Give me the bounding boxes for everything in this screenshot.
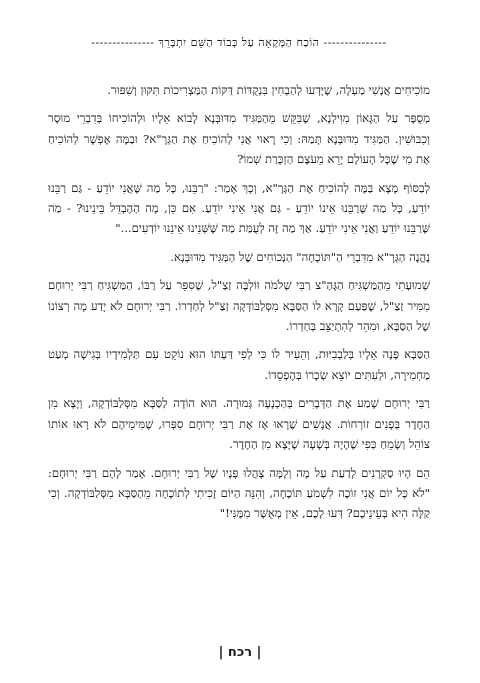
paragraph: רַבִּי יְרוּחָם שָׁמַע אֶת הַדְּבָרִים בְּהַכְנָעָה גְּמוּרָה. הוּא הוֹדָה לַסַּבָּא מִסְּלַבּוֹדְקָה, וְיָצָא מִן הַחֶדֶר בְּפָנִים זוֹרְחוֹת. אֲנָשִׁים שֶׁרָאוּ אָז אֶת רַבִּי יְרוּחָם סִפְּרוּ, שֶׁמִּימֵיהֶם לֹא רָאוּ אוֹתוֹ צוֹהֵל וְשָׂמֵחַ כְּפִי שֶׁהָיָה בְּשָׁעָה שֶׁיָּצָא מִן הַחֶדֶר. bbox=[48, 396, 430, 452]
page-number: | רכח | bbox=[218, 645, 262, 660]
running-header: --------------- הוֹכַח הַמְּקָאָה עַל כְּבוֹד הַשֵּׁם יִתְבָּרֵךְ --------------- bbox=[91, 36, 387, 49]
paragraph: מְסֻפָּר עַל הַגָּאוֹן מִוִּילְנָא, שֶׁבִּקֵּשׁ מֵהַמַּגִּיד מִדּוּבְּנָא לָבוֹא אֵלָיו וּלְהוֹכִיחוֹ בְּדִבְרֵי מוּסָר וְכִבּוּשִׁין. הַמַּגִּיד מִדּוּבְּנָא תָּמַהּ: וְכִי רָאוּי אֲנִי לְהוֹכִיחַ אֶת הַגְּרָ"א? וּבַמֶּה אֶפְשָׁר לְהוֹכִיחַ אֶת מִי שֶׁכָּל הָעוֹלָם יָרֵא מֵעֹצֶם הַזְכָּרַת שְׁמוֹ? bbox=[48, 111, 430, 167]
paragraph: שְׁמוּעָתִי מֵהַמַּשְׁגִּיחַ הַגָּהַ"צ רַבִּי שְׁלֹמֹה וּוֹלְבֶּה זַצַ"ל, שֶׁסִּפֵּר עַל רַבּוֹ, הַמַּשְׁגִּיחַ רַבִּי יְרוּחָם מִמִּיר זַצַ"ל, שֶׁפַּעַם קָרָא לוֹ הַסַּבָּא מִסְּלַבּוֹדְקָה זַצַ"ל לְחַדְרוֹ. רַבִּי יְרוּחָם לֹא יָדַע מָה רְצוֹנוֹ שֶׁל הַסַּבָּא, וּמִהֵר לְהִתְיַצֵּב בְּחַדְרוֹ. bbox=[48, 278, 430, 334]
paragraph: מוֹכִיחִים אֲנָשִׁי מַעְלָה, שֶׁיָּדְעוּ לְהַבְחִין בִּנְקֻדּוֹת דַּקּוֹת הַמַּצְרִיכוֹת תִּקּוּן וְשִׁפּוּר. bbox=[107, 83, 430, 97]
paragraph: הַסַּבָּא פָּנָה אֵלָיו בְּלַבְבִיּוּת, וְהֵעִיר לוֹ כִּי לְפִי דַּעְתּוֹ הוּא נוֹקֵט עִם תַּלְמִידָיו בְּגִישָׁה מְעַט מַחְמִירָה, וּלְעִתִּים יוֹצֵא שְׂכָרוֹ בְּהֶפְסֵדוֹ. bbox=[48, 347, 430, 382]
paragraph: הֵם הָיוּ סַקְרָנִים לָדַעַת עַל מָה וְלָמָּה צָהֲלוּ פָּנָיו שֶׁל רַבִּי יְרוּחָם. אָמַר לָהֶם רַבִּי יְרוּחָם: "לֹא כָּל יוֹם אֲנִי זוֹכֶה לִשְׁמֹעַ תּוֹכָחָה, וְהִנֵּה הַיּוֹם זָכִיתִי לְתוֹכָחָה מֵהַסַּבָּא מִסְּלַבּוֹדְקָה. וְכִי קַלָּה הִיא בְּעֵינֵיכֶם? דְּעוּ לָכֶם, אֵין מְאֻשָּׁר מִמֶּנִּי!" bbox=[48, 465, 430, 521]
paragraph: לְבַסּוֹף מָצָא בַּמֶּה לְהוֹכִיחַ אֶת הַגְּרָ"א, וְכָךְ אָמַר: "רַבֵּנוּ, כָּל מַה שֶּׁאֲנִי יוֹדֵעַ - גַּם רַבֵּנוּ יוֹדֵעַ, כָּל מַה שֶּׁרַבֵּנוּ אֵינוֹ יוֹדֵעַ - גַּם אֲנִי אֵינִי יוֹדֵעַ. אִם כֵּן, מָה הַהֶבְדֵּל בֵּינֵינוּ? - מַה שֶּׁרַבֵּנוּ יוֹדֵעַ וַאֲנִי אֵינִי יוֹדֵעַ. אַךְ מַה זֶּה לְעֻמַּת מַה שֶּׁשְּׁנֵינוּ אֵינֵנוּ יוֹדְעִים..." bbox=[48, 180, 430, 236]
body-text bbox=[48, 80, 430, 532]
paragraph: נֶהֱנָה הַגְּרָ"א מִדִּבְרֵי הַ"תּוֹכָחָה" הַנְּכוֹחִים שֶׁל הַמַּגִּיד מִדּוּבְּנָא. bbox=[170, 249, 430, 264]
